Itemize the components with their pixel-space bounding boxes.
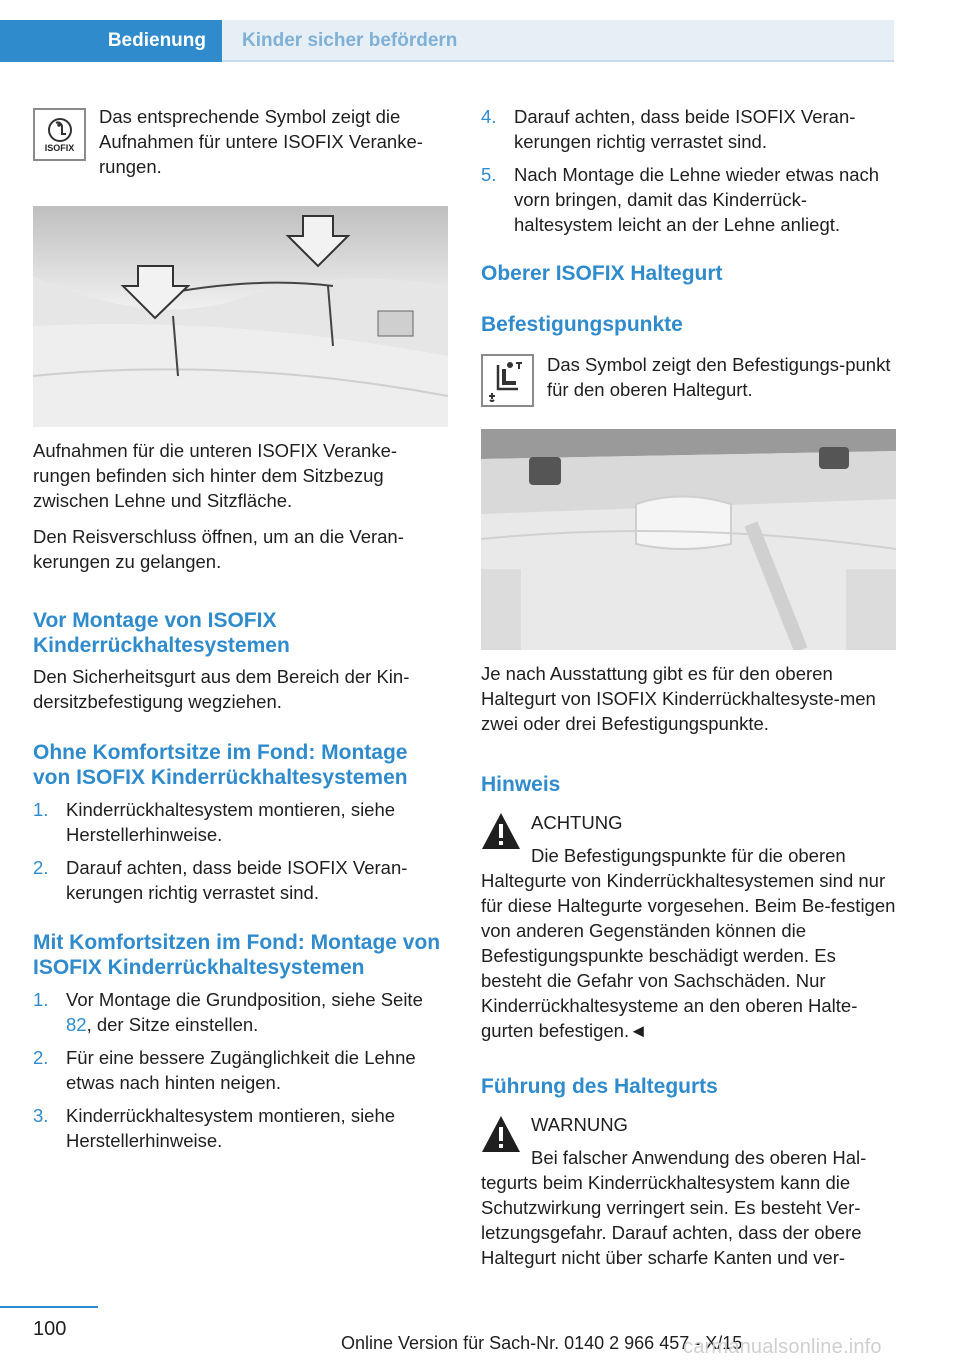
section-tab-chapter[interactable]: Kinder sicher befördern: [222, 20, 894, 62]
warning-triangle-icon: [481, 1115, 521, 1153]
page-number: 100: [33, 1318, 67, 1340]
heading-tether-routing: Führung des Haltegurts: [481, 1075, 718, 1098]
isofix-icon: [33, 108, 86, 161]
heading-before-installation: Vor Montage von ISOFIX Kinderrückhaltesystemen: [33, 609, 290, 657]
heading-upper-tether: Oberer ISOFIX Haltegurt: [481, 262, 723, 285]
page-header: [0, 0, 960, 62]
list-without-comfort-seats: [33, 797, 448, 905]
belt-removal-text: Den Sicherheitsgurt aus dem Bereich der Kin-dersitzbefestigung wegziehen.: [33, 666, 410, 712]
tether-symbol-row: [481, 354, 534, 407]
lower-anchor-location-text: Aufnahmen für die unteren ISOFIX Veranke-rungen befinden sich hinter dem Sitzbezug zwischen Lehne und Sitzfläche.: [33, 440, 398, 511]
parcel-shelf-photo: [481, 429, 896, 650]
isofix-icon-label: ISOFIX: [44, 142, 75, 153]
warning-first-line: Bei falscher Anwendung des oberen Hal-: [531, 1147, 867, 1168]
tether-anchor-icon: [481, 354, 534, 407]
heading-with-comfort-seats: Mit Komfortsitzen im Fond: Montage von ISOFIX Kinderrückhaltesystemen: [33, 931, 441, 979]
list-item: 3. Kinderrückhaltesystem montieren, siehe Herstellerhinweise.: [33, 1105, 396, 1151]
tether-symbol-text: Das Symbol zeigt den Befestigungs-punkt für den oberen Haltegurt.: [547, 354, 891, 400]
watermark: carmanualsonline.info: [683, 1336, 882, 1358]
list-continued: [481, 104, 896, 237]
page-reference-link[interactable]: 82: [66, 1014, 87, 1035]
header-divider: [222, 60, 894, 62]
heading-note: Hinweis: [481, 773, 561, 796]
isofix-symbol-text: Das entsprechende Symbol zeigt die Aufnahmen für untere ISOFIX Veranke-rungen.: [99, 106, 423, 177]
warning-title: WARNUNG: [531, 1114, 628, 1135]
caution-first-line: Die Befestigungspunkte für die oberen: [531, 845, 846, 866]
rear-seat-photo: [33, 206, 448, 427]
list-item: 2. Für eine bessere Zugänglichkeit die Lehne etwas nach hinten neigen.: [33, 1047, 416, 1093]
footer-accent-line: [0, 1306, 98, 1308]
list-item: 1. Vor Montage die Grundposition, siehe Seite 82, der Sitze einstellen.: [33, 989, 423, 1035]
heading-anchor-points: Befestigungspunkte: [481, 313, 683, 336]
list-item: 1. Kinderrückhaltesystem montieren, siehe Herstellerhinweise.: [33, 799, 396, 845]
warning-text: tegurts beim Kinderrückhaltesystem kann die Schutzwirkung verringert sein. Es besteht Ver-letzungsgefahr. Darauf achten, dass der obere Haltegurt nicht über scharfe Kanten und ver-: [481, 1172, 862, 1268]
heading-without-comfort-seats: Ohne Komfortsitze im Fond: Montage von ISOFIX Kinderrückhaltesystemen: [33, 741, 408, 789]
warning-icon-row: [481, 1115, 521, 1153]
list-item: 4. Darauf achten, dass beide ISOFIX Veran-kerungen richtig verrastet sind.: [481, 106, 856, 152]
warning-triangle-icon: [481, 812, 521, 850]
caution-icon-row: [481, 812, 521, 850]
caution-text: Haltegurte von Kinderrückhaltesystemen sind nur für diese Haltegurte vorgesehen. Beim Be-festigen von anderen Gegenständen können die Befestigungspunkte beschädigt werden. Es besteht die Gefahr von Sachschäden. Nur Kinderrückhaltesysteme an den oberen Halte-gurten befestigen.◄: [481, 870, 896, 1041]
list-item: 5. Nach Montage die Lehne wieder etwas nach vorn bringen, damit das Kinderrück-haltesystem leicht an der Lehne anliegt.: [481, 164, 880, 235]
section-tab-active[interactable]: Bedienung: [0, 20, 222, 62]
online-version-text: Online Version für Sach-Nr. 0140 2 966 457 - X/15: [341, 1333, 743, 1353]
list-with-comfort-seats: [33, 987, 448, 1153]
caution-title: ACHTUNG: [531, 812, 623, 833]
zipper-text: Den Reisverschluss öffnen, um an die Veran-kerungen zu gelangen.: [33, 526, 404, 572]
anchor-points-count-text: Je nach Ausstattung gibt es für den oberen Haltegurt von ISOFIX Kinderrückhaltesyste-men zwei oder drei Befestigungspunkte.: [481, 663, 876, 734]
isofix-symbol-row: [33, 108, 86, 161]
list-item: 2. Darauf achten, dass beide ISOFIX Veran-kerungen richtig verrastet sind.: [33, 857, 408, 903]
